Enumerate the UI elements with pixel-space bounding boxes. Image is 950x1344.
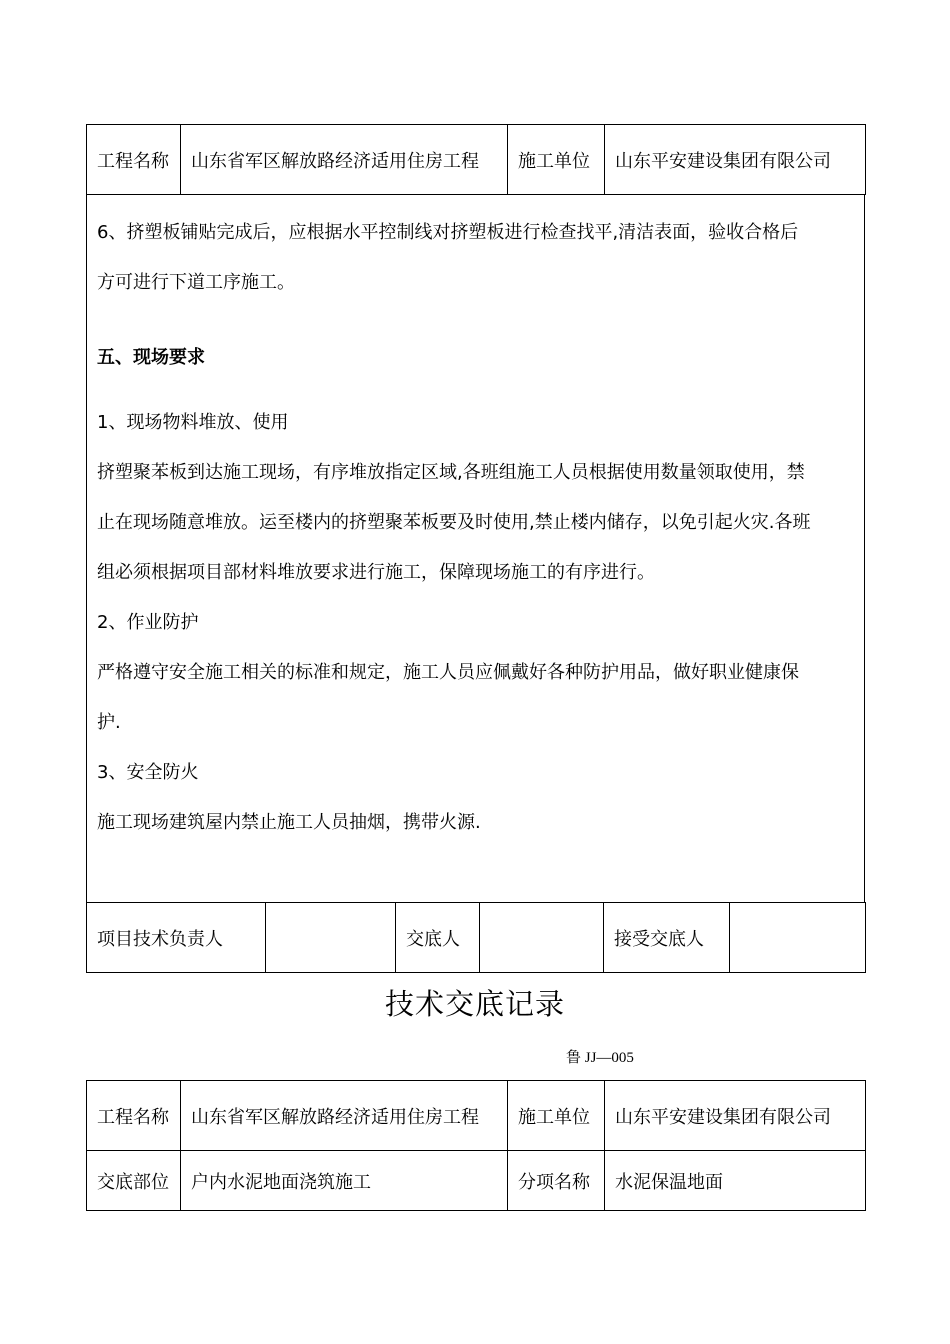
- project-name-label: 工程名称: [87, 125, 181, 195]
- sub1-line1: 挤塑聚苯板到达施工现场，有序堆放指定区域,各班组施工人员根据使用数量领取使用，禁: [97, 462, 805, 483]
- subitem-label: 分项名称: [508, 1151, 605, 1211]
- document-title: 技术交底记录: [384, 987, 565, 1021]
- sub3-line1: 施工现场建筑屋内禁止施工人员抽烟，携带火源.: [97, 812, 481, 833]
- next-page-header-table: [86, 1080, 866, 1211]
- table-row: [87, 125, 866, 195]
- location-value: 户内水泥地面浇筑施工: [181, 1151, 508, 1211]
- sub1-heading: 1、现场物料堆放、使用: [97, 412, 289, 433]
- contractor-label: 施工单位: [508, 1081, 605, 1151]
- sub2-line2: 护.: [97, 712, 121, 733]
- sub2-line1: 严格遵守安全施工相关的标准和规定，施工人员应佩戴好各种防护用品，做好职业健康保: [97, 662, 799, 683]
- tech-lead-signature-field: [266, 903, 396, 973]
- sub1-line3: 组必须根据项目部材料堆放要求进行施工，保障现场施工的有序进行。: [97, 562, 655, 583]
- tech-lead-label: 项目技术负责人: [87, 903, 266, 973]
- location-label: 交底部位: [87, 1151, 181, 1211]
- section5-heading: 五、现场要求: [97, 347, 205, 368]
- contractor-label: 施工单位: [508, 125, 605, 195]
- table-row: [87, 1151, 866, 1211]
- briefer-label: 交底人: [396, 903, 480, 973]
- signature-table: [86, 902, 866, 973]
- contractor-value: 山东平安建设集团有限公司: [605, 125, 866, 195]
- briefing-content: [86, 194, 865, 902]
- sub1-line2: 止在现场随意堆放。运至楼内的挤塑聚苯板要及时使用,禁止楼内储存，以免引起火灾.各班: [97, 512, 811, 533]
- project-name-value: 山东省军区解放路经济适用住房工程: [181, 1081, 508, 1151]
- sub3-heading: 3、安全防火: [97, 762, 199, 783]
- receiver-signature-field: [730, 903, 866, 973]
- table-row: [87, 903, 866, 973]
- item6-line2: 方可进行下道工序施工。: [97, 272, 295, 293]
- sub2-heading: 2、作业防护: [97, 612, 199, 633]
- table-row: [87, 1081, 866, 1151]
- item6-line1: 6、挤塑板铺贴完成后，应根据水平控制线对挤塑板进行检查找平,清洁表面，验收合格后: [97, 222, 799, 243]
- project-name-label: 工程名称: [87, 1081, 181, 1151]
- receiver-label: 接受交底人: [604, 903, 730, 973]
- document-code: 鲁 JJ—005: [566, 1050, 634, 1066]
- project-header-table: [86, 124, 866, 195]
- contractor-value: 山东平安建设集团有限公司: [605, 1081, 866, 1151]
- subitem-value: 水泥保温地面: [605, 1151, 866, 1211]
- briefer-signature-field: [480, 903, 604, 973]
- project-name-value: 山东省军区解放路经济适用住房工程: [181, 125, 508, 195]
